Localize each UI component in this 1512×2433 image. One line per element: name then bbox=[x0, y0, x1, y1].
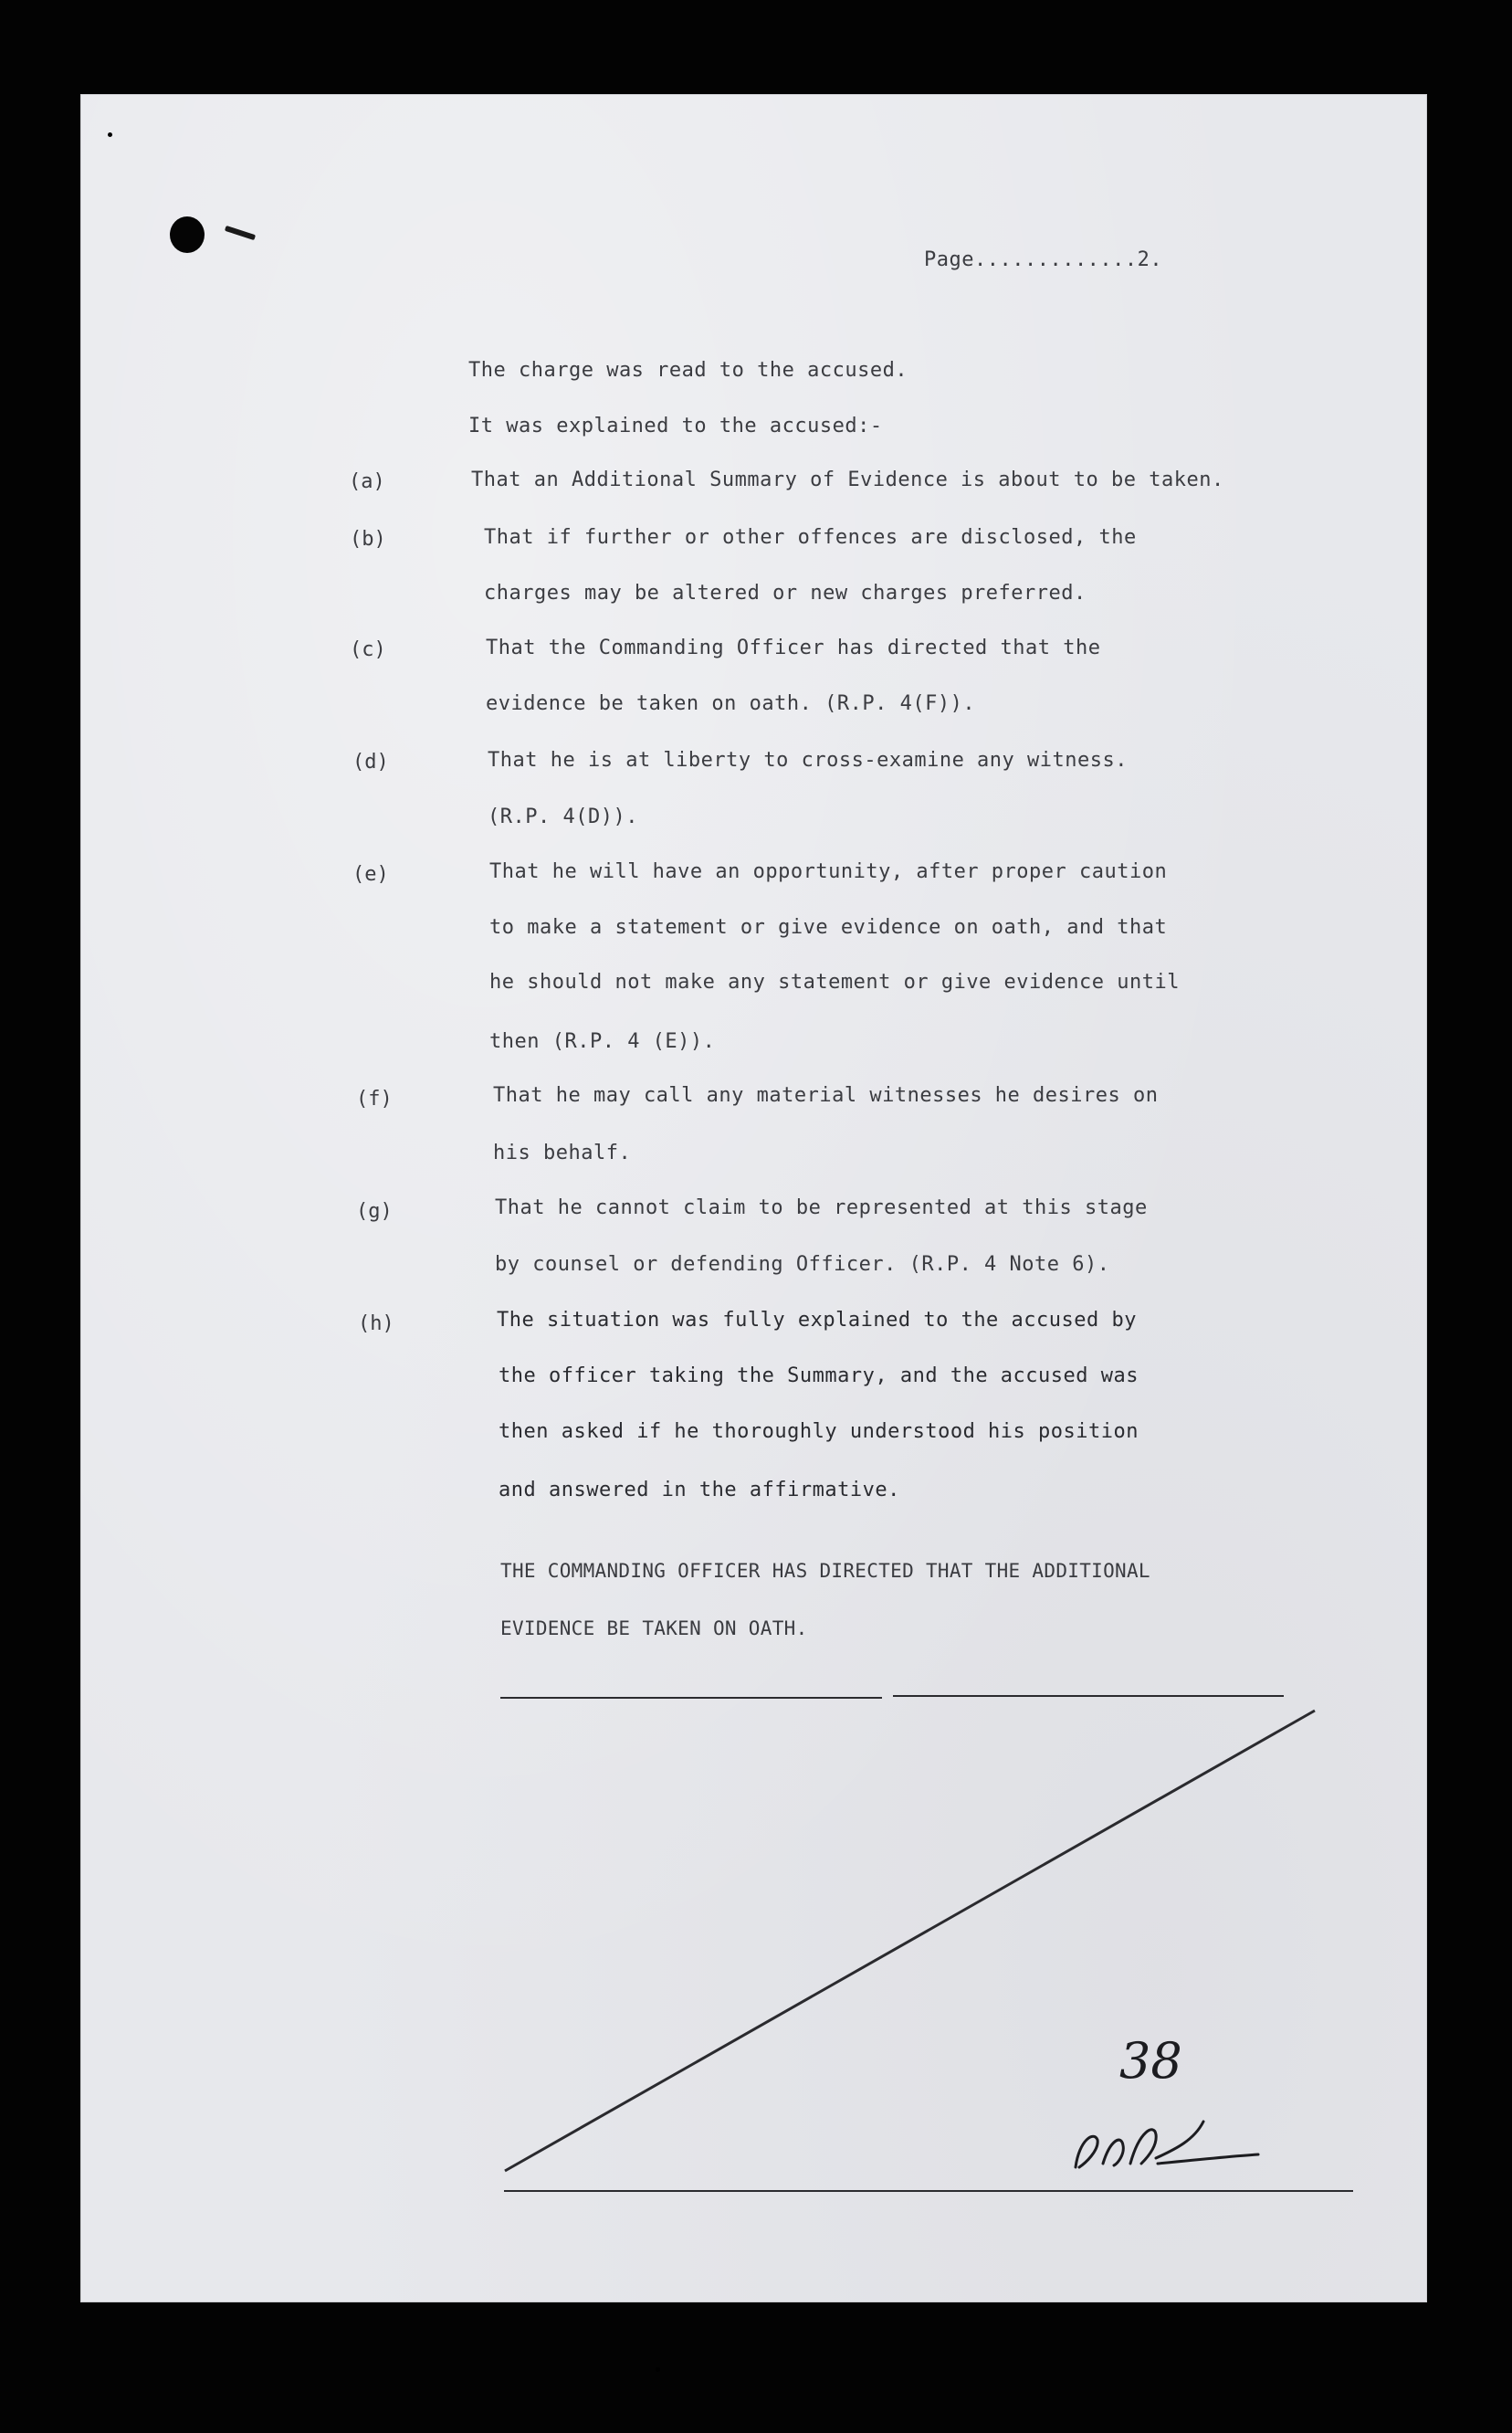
item-label-h: (h) bbox=[358, 1312, 394, 1335]
item-d-line-2: (R.P. 4(D)). bbox=[488, 806, 638, 828]
bottom-rule bbox=[504, 2190, 1353, 2192]
item-c-line-2: evidence be taken on oath. (R.P. 4(F)). bbox=[486, 692, 976, 715]
item-label-b: (b) bbox=[350, 528, 386, 551]
item-label-c: (c) bbox=[350, 638, 386, 661]
item-c-line-1: That the Commanding Officer has directed that the bbox=[486, 637, 1101, 659]
intro-line-1: The charge was read to the accused. bbox=[468, 359, 908, 382]
handwritten-initials bbox=[1066, 2103, 1276, 2176]
intro-line-2: It was explained to the accused:- bbox=[468, 415, 883, 437]
item-g-line-2: by counsel or defending Officer. (R.P. 4 Note 6). bbox=[495, 1253, 1110, 1276]
item-e-line-4: then (R.P. 4 (E)). bbox=[489, 1030, 716, 1053]
item-a-line-1: That an Additional Summary of Evidence is about to be taken. bbox=[471, 469, 1224, 491]
item-h-line-4: and answered in the affirmative. bbox=[499, 1479, 900, 1501]
item-h-line-2: the officer taking the Summary, and the accused was bbox=[499, 1364, 1139, 1387]
item-f-line-2: his behalf. bbox=[493, 1142, 632, 1164]
item-label-f: (f) bbox=[356, 1088, 393, 1111]
item-label-a: (a) bbox=[349, 470, 385, 493]
item-e-line-1: That he will have an opportunity, after proper caution bbox=[489, 860, 1168, 883]
item-f-line-1: That he may call any material witnesses he desires on bbox=[493, 1084, 1159, 1107]
scan-speck bbox=[108, 132, 112, 137]
item-e-line-2: to make a statement or give evidence on oath, and that bbox=[489, 916, 1168, 939]
item-h-line-1: The situation was fully explained to the accused by bbox=[497, 1309, 1138, 1332]
item-label-e: (e) bbox=[352, 863, 389, 886]
direction-line-1: THE COMMANDING OFFICER HAS DIRECTED THAT THE ADDITIONAL bbox=[500, 1560, 1150, 1582]
item-g-line-1: That he cannot claim to be represented at this stage bbox=[495, 1196, 1148, 1219]
item-h-line-3: then asked if he thoroughly understood his position bbox=[499, 1420, 1139, 1443]
item-label-g: (g) bbox=[356, 1200, 393, 1223]
scan-speck bbox=[656, 2367, 660, 2372]
item-b-line-2: charges may be altered or new charges preferred. bbox=[484, 582, 1087, 605]
handwritten-number: 38 bbox=[1119, 2032, 1182, 2090]
direction-line-2: EVIDENCE BE TAKEN ON OATH. bbox=[500, 1617, 808, 1639]
page-number: Page.............2. bbox=[924, 248, 1163, 271]
item-d-line-1: That he is at liberty to cross-examine any witness. bbox=[488, 749, 1129, 772]
item-e-line-3: he should not make any statement or give evidence until bbox=[489, 971, 1180, 994]
item-b-line-1: That if further or other offences are disclosed, the bbox=[484, 526, 1137, 549]
item-label-d: (d) bbox=[352, 751, 389, 774]
